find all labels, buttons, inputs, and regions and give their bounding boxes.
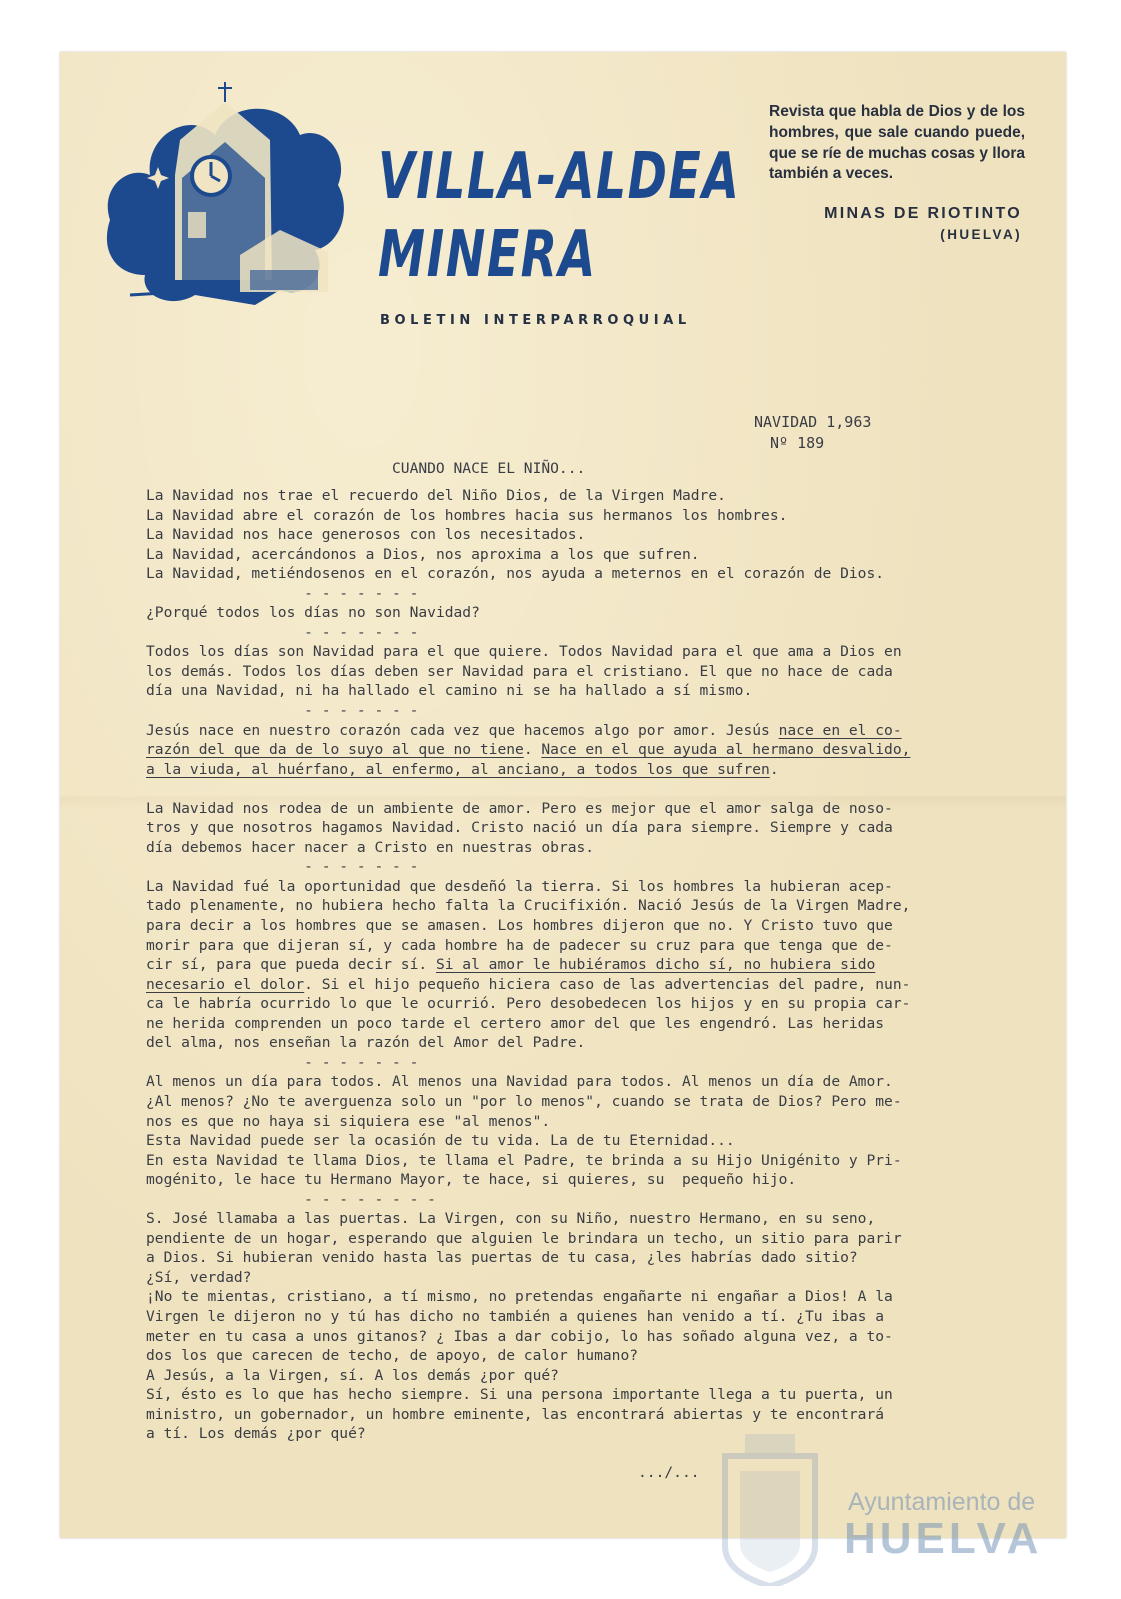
article-line xyxy=(146,740,1026,760)
article-line xyxy=(146,1151,1026,1171)
line-text: La Navidad nos trae el recuerdo del Niño Dios, de la Virgen Madre. xyxy=(146,487,726,504)
line-text: - - - - - - - xyxy=(146,623,419,641)
article-body xyxy=(146,486,1026,1483)
article-line xyxy=(146,1112,1026,1132)
article-line xyxy=(146,1092,1026,1112)
line-text: morir para que dijeran sí, y cada hombre ha de padecer su cruz para que tenga que de- xyxy=(146,936,893,954)
line-text: a Dios. Si hubieran venido hasta las puertas de tu casa, ¿les habrías dado sitio? xyxy=(146,1249,858,1267)
line-text: pendiente de un hogar, esperando que alguien le brindara un techo, un sitio para parir xyxy=(146,1229,902,1247)
article-line xyxy=(146,994,1026,1014)
line-text: . Si el hijo pequeño hiciera caso de las advertencias del padre, nun- xyxy=(304,975,911,993)
line-text: .../... xyxy=(146,1464,700,1482)
line-text: La Navidad abre el corazón de los hombres hacia sus hermanos los hombres. xyxy=(146,506,788,524)
underlined-text: razón del que da de lo suyo al que no tiene xyxy=(146,741,524,759)
article-line xyxy=(146,760,1026,780)
article-line xyxy=(146,486,1026,506)
underlined-text: nace en el co- xyxy=(778,721,902,739)
line-text: Jesús nace en nuestro corazón cada vez que hacemos algo por amor. Jesús xyxy=(146,721,779,739)
article-line xyxy=(146,1287,1026,1307)
article-line xyxy=(146,1014,1026,1034)
underlined-text: necesario el dolor xyxy=(146,975,305,993)
article-line xyxy=(146,603,1026,623)
line-text: meter en tu casa a unos gitanos? ¿ Ibas a dar cobijo, lo has soñado alguna vez, a to- xyxy=(146,1327,893,1345)
watermark-line-1: Ayuntamiento de xyxy=(848,1488,1036,1516)
line-text: ne herida comprenden un poco tarde el certero amor del que les engendró. Las heridas xyxy=(146,1014,885,1032)
article-line xyxy=(146,1385,1026,1405)
article-line xyxy=(146,1366,1026,1386)
title-line-1: VILLA-ALDEA xyxy=(378,140,741,214)
line-text: tros y que nosotros hagamos Navidad. Cristo nació un día para siempre. Siempre y cada xyxy=(146,819,893,837)
article-line xyxy=(146,1033,1026,1053)
issue-number: Nº 189 xyxy=(770,434,825,452)
article-line xyxy=(146,721,1026,741)
article-line xyxy=(146,545,1026,565)
article-line xyxy=(146,1327,1026,1347)
article-line xyxy=(146,1209,1026,1229)
article-line xyxy=(146,642,1026,662)
watermark-line-2: HUELVA xyxy=(844,1514,1043,1563)
article-line xyxy=(146,1072,1026,1092)
article-line xyxy=(146,799,1026,819)
line-text: . xyxy=(769,760,779,778)
article-title: CUANDO NACE EL NIÑO... xyxy=(392,460,586,477)
article-line xyxy=(146,662,1026,682)
line-text: cir sí, para que pueda decir sí. xyxy=(146,956,436,974)
underlined-text: Nace en el que ayuda al hermano desvalido, xyxy=(541,741,911,759)
article-line xyxy=(146,838,1026,858)
line-text: a tí. Los demás ¿por qué? xyxy=(146,1425,366,1443)
article-line xyxy=(146,623,1026,643)
article-line xyxy=(146,1190,1026,1210)
line-text: tado plenamente, no hubiera hecho falta la Crucifixión. Nació Jesús de la Virgen Madre, xyxy=(146,897,911,915)
line-text: ¿Porqué todos los días no son Navidad? xyxy=(146,604,480,622)
line-text: día una Navidad, ni ha hallado el camino ni se ha hallado a sí mismo. xyxy=(146,682,753,700)
issue-date: NAVIDAD 1,963 xyxy=(754,413,872,431)
article-line xyxy=(146,681,1026,701)
line-text: mogénito, le hace tu Hermano Mayor, te hace, si quieres, su pequeño hijo. xyxy=(146,1171,797,1189)
masthead-subtitle: BOLETIN INTERPARROQUIAL xyxy=(380,313,691,328)
line-text: La Navidad fué la oportunidad que desdeñó la tierra. Si los hombres la hubieran acep- xyxy=(146,877,893,895)
line-text: - - - - - - - - xyxy=(146,1190,436,1208)
line-text: La Navidad nos rodea de un ambiente de amor. Pero es mejor que el amor salga de noso- xyxy=(146,799,893,817)
line-text: Esta Navidad puede ser la ocasión de tu vida. La de tu Eternidad... xyxy=(146,1132,735,1150)
article-line xyxy=(146,525,1026,545)
article-line xyxy=(146,975,1026,995)
line-text: La Navidad, acercándonos a Dios, nos aproxima a los que sufren. xyxy=(146,545,700,563)
masthead-province: (HUELVA) xyxy=(940,227,1022,242)
line-text: - - - - - - - xyxy=(146,1053,419,1071)
line-text: dos los que carecen de techo, de apoyo, de calor humano? xyxy=(146,1347,639,1365)
line-text: nos es que no haya si siquiera ese "al menos". xyxy=(146,1112,551,1130)
line-text: Virgen le dijeron no y tú has dicho no también a quienes han venido a tí. ¿Tu ibas a xyxy=(146,1307,885,1325)
line-text: ¿Al menos? ¿No te averguenza solo un "por lo menos", cuando se trata de Dios? Pero me- xyxy=(146,1092,902,1110)
line-text: La Navidad nos hace generosos con los necesitados. xyxy=(146,526,586,544)
line-text: - - - - - - - xyxy=(146,858,419,876)
line-text: Al menos un día para todos. Al menos una Navidad para todos. Al menos un día de Amor. xyxy=(146,1073,893,1091)
article-line xyxy=(146,955,1026,975)
underlined-text: Si al amor le hubiéramos dicho sí, no hubiera sido xyxy=(435,956,876,974)
line-text: . xyxy=(523,741,542,759)
title-line-2: MINERA xyxy=(378,218,597,292)
article-line xyxy=(146,1229,1026,1249)
article-line xyxy=(146,1307,1026,1327)
article-line xyxy=(146,584,1026,604)
masthead-tagline: Revista que habla de Dios y de los hombres, que sale cuando puede, que se ríe de muchas cosas y llora también a veces. xyxy=(769,103,1025,183)
line-text: A Jesús, a la Virgen, sí. A los demás ¿por qué? xyxy=(146,1366,559,1384)
line-text: S. José llamaba a las puertas. La Virgen, con su Niño, nuestro Hermano, en su seno, xyxy=(146,1210,876,1228)
line-text: En esta Navidad te llama Dios, te llama el Padre, te brinda a su Hijo Unigénito y Pri- xyxy=(146,1151,902,1169)
line-text: - - - - - - - xyxy=(146,584,419,602)
clock-tower-emblem-icon xyxy=(100,80,350,315)
article-line xyxy=(146,1170,1026,1190)
article-line xyxy=(146,1346,1026,1366)
article-line xyxy=(146,1268,1026,1288)
line-text: ca le habría ocurrido lo que le ocurrió. Pero desobedecen los hijos y en su propia car- xyxy=(146,995,911,1013)
line-text: - - - - - - - xyxy=(146,702,419,720)
line-text: ¡No te mientas, cristiano, a tí mismo, no pretendas engañarte ni engañar a Dios! A la xyxy=(146,1288,893,1306)
article-line xyxy=(146,916,1026,936)
article-line xyxy=(146,701,1026,721)
article-line xyxy=(146,1248,1026,1268)
article-line xyxy=(146,1131,1026,1151)
line-text: del alma, nos enseñan la razón del Amor del Padre. xyxy=(146,1034,586,1052)
article-line xyxy=(146,506,1026,526)
article-line xyxy=(146,896,1026,916)
article-line xyxy=(146,857,1026,877)
line-text: Todos los días son Navidad para el que quiere. Todos Navidad para el que ama a Dios en xyxy=(146,643,902,661)
line-text: ¿Sí, verdad? xyxy=(146,1268,252,1286)
article-line xyxy=(146,1405,1026,1425)
line-text: los demás. Todos los días deben ser Navidad para el cristiano. El que no hace de cada xyxy=(146,662,893,680)
article-line xyxy=(146,936,1026,956)
article-line xyxy=(146,818,1026,838)
line-text: para decir a los hombres que se amasen. Los hombres dijeron que no. Y Cristo tuvo que xyxy=(146,917,893,935)
line-text: La Navidad, metiéndosenos en el corazón, nos ayuda a meternos en el corazón de Dios. xyxy=(146,565,885,583)
article-line xyxy=(146,1053,1026,1073)
underlined-text: a la viuda, al huérfano, al enfermo, al anciano, a todos los que sufren xyxy=(146,760,770,778)
line-text: ministro, un gobernador, un hombre eminente, las encontrará abiertas y te encontrará xyxy=(146,1405,885,1423)
line-text: día debemos hacer nacer a Cristo en nuestras obras. xyxy=(146,838,595,856)
article-line xyxy=(146,779,1026,799)
article-line xyxy=(146,877,1026,897)
masthead-title xyxy=(378,138,740,294)
article-line xyxy=(146,564,1026,584)
line-text: Sí, ésto es lo que has hecho siempre. Si una persona importante llega a tu puerta, un xyxy=(146,1386,893,1404)
masthead-place: MINAS DE RIOTINTO xyxy=(824,205,1022,222)
